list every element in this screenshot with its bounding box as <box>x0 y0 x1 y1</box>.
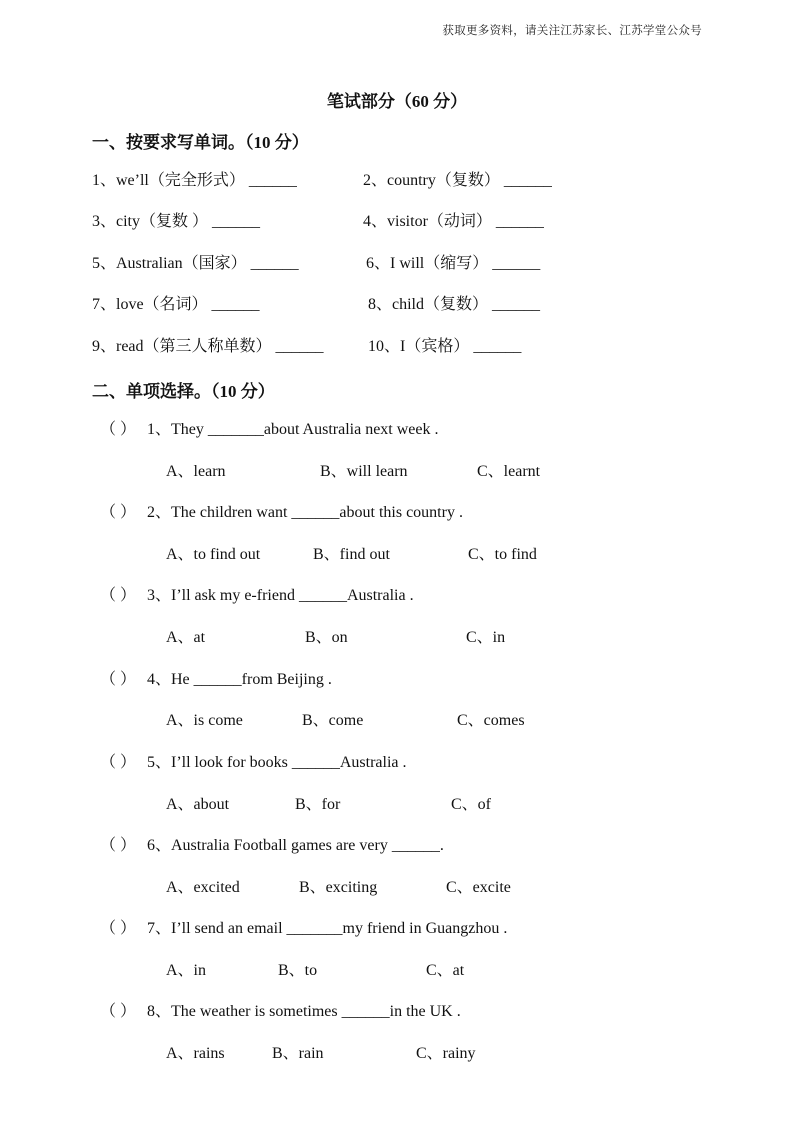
word-item-6: 6、I will（缩写） ______ <box>366 255 541 272</box>
question-5-option-b: B、for <box>295 796 341 813</box>
question-5-text: 5、I’ll look for books ______Australia . <box>147 754 407 771</box>
question-4-option-b: B、come <box>302 712 364 729</box>
question-3-text: 3、I’ll ask my e-friend ______Australia . <box>147 587 414 604</box>
answer-blank-paren: （ ） <box>100 504 137 521</box>
section-heading-part2: 二、单项选择。（10 分） <box>92 382 275 401</box>
section-heading-part1: 一、按要求写单词。（10 分） <box>92 133 309 152</box>
question-6-text: 6、Australia Football games are very ______. <box>147 837 444 854</box>
answer-blank-paren: （ ） <box>100 671 137 688</box>
question-7-text: 7、I’ll send an email _______my friend in Guangzhou . <box>147 920 508 937</box>
word-item-5: 5、Australian（国家） ______ <box>92 255 299 272</box>
word-item-7: 7、love（名词） ______ <box>92 296 260 313</box>
page-title: 笔试部分（60 分） <box>326 92 468 111</box>
question-8-option-a: A、rains <box>166 1045 225 1062</box>
question-6-option-b: B、exciting <box>299 879 378 896</box>
question-8-text: 8、The weather is sometimes ______in the UK . <box>147 1003 461 1020</box>
word-item-1: 1、we’ll（完全形式） ______ <box>92 172 297 189</box>
question-3-option-a: A、at <box>166 629 206 646</box>
question-2-option-b: B、find out <box>313 546 390 563</box>
question-7-option-c: C、at <box>426 962 465 979</box>
answer-blank-paren: （ ） <box>100 837 137 854</box>
question-6-option-a: A、excited <box>166 879 240 896</box>
question-7-option-a: A、in <box>166 962 207 979</box>
question-5-option-a: A、about <box>166 796 230 813</box>
watermark-text: 获取更多资料，请关注江苏家长、江苏学堂公众号 <box>442 25 702 37</box>
question-6-option-c: C、excite <box>446 879 511 896</box>
word-item-3: 3、city（复数 ） ______ <box>92 213 260 230</box>
question-1-option-c: C、learnt <box>477 463 541 480</box>
question-5-option-c: C、of <box>451 796 492 813</box>
word-item-10: 10、I（宾格） ______ <box>368 338 522 355</box>
answer-blank-paren: （ ） <box>100 587 137 604</box>
word-item-2: 2、country（复数） ______ <box>363 172 552 189</box>
question-2-option-a: A、to find out <box>166 546 261 563</box>
answer-blank-paren: （ ） <box>100 754 137 771</box>
question-8-option-b: B、rain <box>272 1045 324 1062</box>
question-4-option-a: A、is come <box>166 712 243 729</box>
answer-blank-paren: （ ） <box>100 920 137 937</box>
question-1-option-b: B、will learn <box>320 463 408 480</box>
question-2-text: 2、The children want ______about this country . <box>147 504 463 521</box>
question-3-option-b: B、on <box>305 629 348 646</box>
question-3-option-c: C、in <box>466 629 506 646</box>
answer-blank-paren: （ ） <box>100 1003 137 1020</box>
word-item-8: 8、child（复数） ______ <box>368 296 540 313</box>
question-2-option-c: C、to find <box>468 546 537 563</box>
question-4-text: 4、He ______from Beijing . <box>147 671 332 688</box>
word-item-9: 9、read（第三人称单数） ______ <box>92 338 324 355</box>
question-7-option-b: B、to <box>278 962 318 979</box>
question-1-text: 1、They _______about Australia next week . <box>147 421 439 438</box>
question-8-option-c: C、rainy <box>416 1045 476 1062</box>
question-1-option-a: A、learn <box>166 463 226 480</box>
question-4-option-c: C、comes <box>457 712 525 729</box>
answer-blank-paren: （ ） <box>100 421 137 438</box>
word-item-4: 4、visitor（动词） ______ <box>363 213 544 230</box>
